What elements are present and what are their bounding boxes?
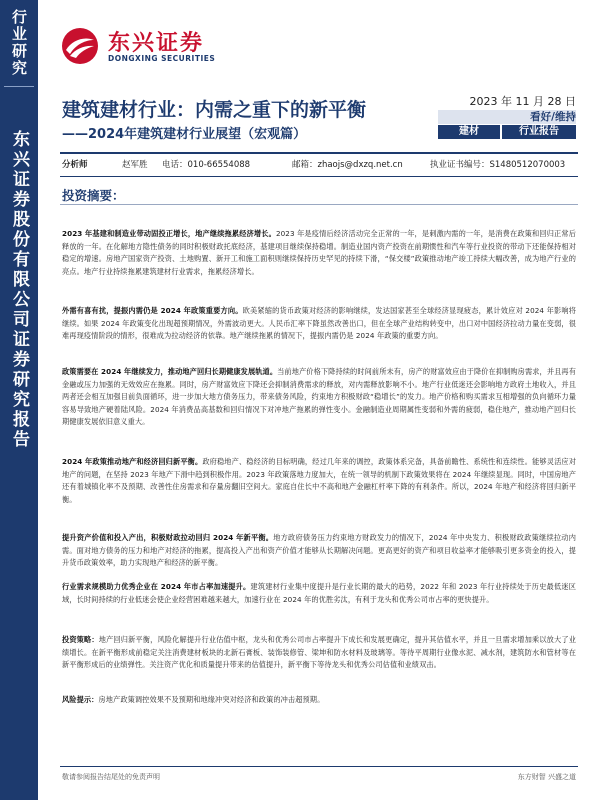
paragraph-lead: 投资策略： <box>62 635 99 644</box>
paragraph-text: 地产回归新平衡，风险化解提升行业估值中枢，龙头和优秀公司市占率提升下成长和发展更确定，提升其估值水平，并且一旦需求增加乘以放大了业绩增长。在新平衡形成前稳定关注消费建材板块的北新石膏板、装饰装修管、梁坤和防水材料及玻璃等。等待平周期行业像水泥、减水剂，建筑防水和管材等在新平衡形成后的业绩弹性。关注资产优化和质量提升带来的估值提升，新平衡下等待龙头和优秀公司估值和业绩双击。 <box>62 635 576 670</box>
paragraph-5 <box>62 532 576 570</box>
header-rule <box>60 152 578 154</box>
report-subtitle: ——2024年建筑建材行业展望（宏观篇） <box>62 127 307 142</box>
analyst-license: 执业证书编号：S1480512070003 <box>430 160 566 170</box>
paragraph-2 <box>62 305 576 343</box>
paragraph-3 <box>62 366 576 429</box>
paragraph-text: 建筑建材行业集中度提升是行业长期的最大的趋势，2022 年和 2023 年行业持续处于历史最低迷区域，长时间持续的行业低迷会使企业经营困难越来越大，加速行业在 2024 年的优胜劣汰，有利于龙头和优秀公司市占率的更快提升。 <box>62 582 577 604</box>
paragraph-lead: 政策需要在 2024 年继续发力，推动地产回归长期健康发展轨道。 <box>62 367 278 376</box>
company-logo <box>60 24 230 68</box>
paragraph-8 <box>62 694 576 707</box>
paragraph-lead: 风险提示： <box>62 695 99 704</box>
analyst-row <box>62 158 578 172</box>
paragraph-text: 2023 年是疫情后经济活动完全正常的一年，是刺激内需的一年，是消费在政策和回归正常后释放的一年。在化解地方隐性债务的同时积极财政托底经济，基建项目继续保持稳增。制造业国内资产投资在前期惯性和汽车等行业投资的带动下还能保持相对稳定的增速。房地产国家资产投资、土地购置、新开工和施工面积则继续保持历史罕见的持续下滑，“保交楼”政策推动地产竣工持续大幅改善，成为地产行业的亮点。地产行业持续拖累建筑建材行业需求，拖累经济增长。 <box>62 229 577 276</box>
footer-slogan: 东方财智 兴盛之道 <box>517 773 576 781</box>
paragraph-text: 房地产政策调控效果不及预期和地缘冲突对经济和政策的冲击超预期。 <box>98 695 325 704</box>
report-title: 建筑建材行业：内需之重下的新平衡 <box>62 99 367 121</box>
paragraph-lead: 2023 年基建和制造业带动固投正增长，地产继续拖累经济增长。 <box>62 229 276 238</box>
paragraph-7 <box>62 634 576 672</box>
analyst-email[interactable]: 邮箱：zhaojs@dxzq.net.cn <box>292 160 403 170</box>
tag-row <box>438 125 576 139</box>
logo-mark-icon <box>60 26 100 66</box>
analyst-name: 赵军胜 <box>122 160 148 170</box>
paragraph-lead: 外需有喜有扰，提振内需仍是 2024 年政策重要方向。 <box>62 306 243 315</box>
paragraph-lead: 提升资产价值和投入产出，积极财政拉动回归 2024 年新平衡。 <box>62 533 274 542</box>
sidebar-company-name: 东兴证券股份有限公司证券研究报告 <box>9 130 29 450</box>
paragraph-6 <box>62 581 576 606</box>
paragraph-text: 当前地产价格下降持续的时间前所未有，房产的财富效应由于降价在抑制购房需求，并且再有金融或压力加强的无效效应在拖累。同时，房产财富效应下降还会抑制消费需求的释放，对内需释放影响不小。地产行业低迷还会影响地方政府土地收入，并且两者还会相互加强目前负面循环，进一步加大地方债务压力，带来债务风险，约束地方积极财政“稳增长”的发力。地产价格和购买需求互相增强的负向循环力量容易导致地产硬着陆风险。2024 年消费品高基数和回归情况下对冲地产拖累的弹性变小。金融制造业周期属性变弱和外需的疲弱，稳住地产，推动地产回归长期健康发展依旧意义重大。 <box>62 367 576 427</box>
tag-report-type: 行业报告 <box>502 125 576 139</box>
logo-english-text: DONGXING SECURITIES <box>108 54 216 63</box>
paragraph-lead: 2024 年政策推动地产和经济回归新平衡。 <box>62 457 203 466</box>
footer-disclaimer: 敬请参阅报告结尾处的免责声明 <box>62 773 160 781</box>
sidebar-category: 行业研究 <box>0 0 38 78</box>
paragraph-lead: 行业需求规模助力优秀企业在 2024 年市占率加速提升。 <box>62 582 251 591</box>
abstract-heading: 投资摘要： <box>62 188 125 203</box>
paragraph-1 <box>62 228 576 278</box>
report-date: 2023 年 11 月 28 日 <box>469 95 576 108</box>
analyst-phone: 电话：010-66554088 <box>162 160 251 170</box>
logo-chinese-text: 东兴证券 <box>108 31 205 56</box>
footer-rule <box>60 766 578 767</box>
sidebar-divider <box>4 86 34 87</box>
analyst-label: 分析师 <box>62 160 88 170</box>
paragraph-4 <box>62 456 576 506</box>
tag-sector: 建材 <box>438 125 500 139</box>
abstract-rule <box>60 204 578 205</box>
paragraph-text: 地方政府债务压力约束地方财政发力的情况下，2024 年中央发力、积极财政政策继续拉动内需。面对地方债务的压力和地产对经济的拖累，提高投入产出和资产价值才能够从长期解决问题。更高更好的资产和项目收益率才能够吸引更多资金的投入，提升货币政策效率，助力实现地产和经济的新平衡。 <box>62 533 576 568</box>
rating-badge: 看好/维持 <box>438 110 576 124</box>
paragraph-text: 政府稳地产、稳经济的目标明确，经过几年来的调控，政策体系完备，具备前瞻性、系统性和连续性。能够灵活应对地产的问题，在坚持 2023 年地产下滑中趋到积极作用。2023 年政策落地力度加大，在统一领导的机制下政策效果将在 2024 年继续显现。同时，中国房地产还有着城镇化率不及预期、改善性住房需求和存量房翻旧空间大。家庭自住长中不高和地产金融杠杆率下降的有利条件。所以，2024 年地产和经济将回归新平衡。 <box>62 457 577 504</box>
paragraph-text: 欧美紧缩的货币政策对经济的影响继续，发达国家甚至全球经济显现疲态，累计效应对 2024 年影响将继续。如果 2024 年政策变化出现超预期情况，外需波动更大。人民币汇率下降虽然改善出口，但在全球产业结构转变中，出口对中国经济拉动力量在变弱，很难再现疫情阶段的情形，很难成为拉动经济的依靠。地产继续拖累的情况下，提振内需仍是 2024 年政策的重要方向。 <box>62 306 576 341</box>
analyst-rule <box>60 176 578 177</box>
